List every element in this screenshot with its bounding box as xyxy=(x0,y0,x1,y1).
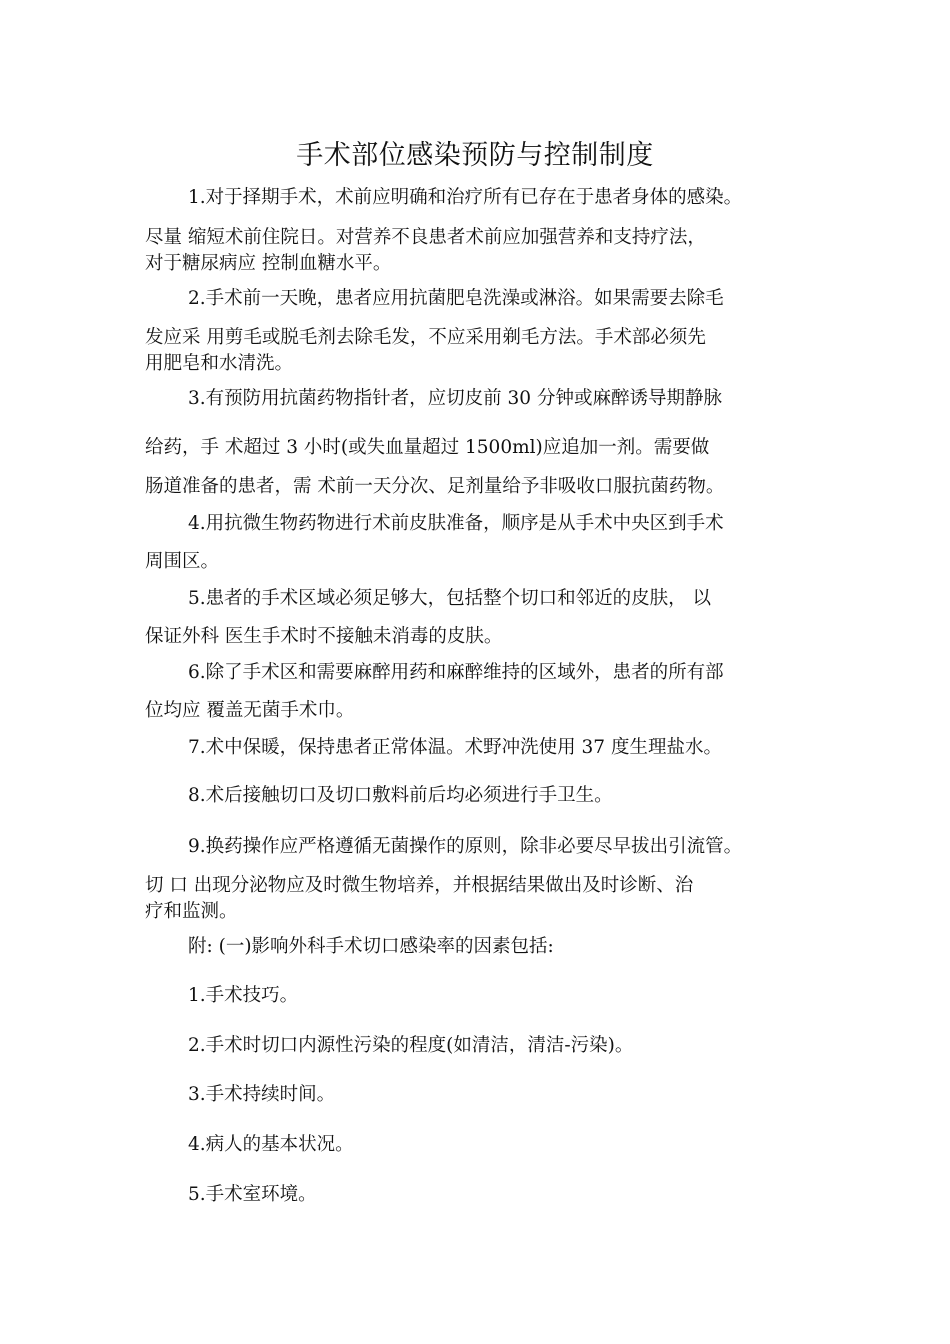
para-9-line-3: 疗和监测。 xyxy=(145,901,238,922)
factor-item-4: 4.病人的基本状况。 xyxy=(188,1134,354,1155)
para-6-line-2: 位均应 覆盖无菌手术巾。 xyxy=(145,700,355,721)
factor-item-5: 5.手术室环境。 xyxy=(188,1184,317,1205)
factor-item-2: 2.手术时切口内源性污染的程度(如清洁，清洁-污染)。 xyxy=(188,1035,634,1056)
para-1-line-2: 尽量 缩短术前住院日。对营养不良患者术前应加强营养和支持疗法， xyxy=(145,227,706,248)
para-9-line-2: 切 口 出现分泌物应及时微生物培养，并根据结果做出及时诊断、治 xyxy=(145,875,694,896)
para-3-line-2: 给药，手 术超过 3 小时(或失血量超过 1500ml)应追加一剂。需要做 xyxy=(145,437,710,458)
para-1-line-3: 对于糖尿病应 控制血糖水平。 xyxy=(145,253,392,274)
factor-item-1: 1.手术技巧。 xyxy=(188,985,299,1006)
document-title: 手术部位感染预防与控制制度 xyxy=(296,140,654,171)
para-4-line-2: 周围区。 xyxy=(145,551,220,572)
para-5-line-2: 保证外科 医生手术时不接触未消毒的皮肤。 xyxy=(145,626,503,647)
para-8-line-1: 8.术后接触切口及切口敷料前后均必须进行手卫生。 xyxy=(188,785,613,806)
para-4-line-1: 4.用抗微生物药物进行术前皮肤准备，顺序是从手术中央区到手术 xyxy=(188,513,724,534)
para-3-line-1: 3.有预防用抗菌药物指针者，应切皮前 30 分钟或麻醉诱导期静脉 xyxy=(188,388,722,409)
para-2-line-3: 用肥皂和水清洗。 xyxy=(145,353,294,374)
para-2-line-2: 发应采 用剪毛或脱毛剂去除毛发，不应采用剃毛方法。手术部必须先 xyxy=(145,327,706,348)
para-2-line-1: 2.手术前一天晚，患者应用抗菌肥皂洗澡或淋浴。如果需要去除毛 xyxy=(188,288,724,309)
para-5-line-1: 5.患者的手术区域必须足够大，包括整个切口和邻近的皮肤， 以 xyxy=(188,588,712,609)
para-7-line-1: 7.术中保暖，保持患者正常体温。术野冲洗使用 37 度生理盐水。 xyxy=(188,737,722,758)
para-9-line-1: 9.换药操作应严格遵循无菌操作的原则，除非必要尽早拔出引流管。 xyxy=(188,836,743,857)
appendix-heading: 附: (一)影响外科手术切口感染率的因素包括: xyxy=(188,936,554,957)
factor-item-3: 3.手术持续时间。 xyxy=(188,1084,336,1105)
para-6-line-1: 6.除了手术区和需要麻醉用药和麻醉维持的区域外，患者的所有部 xyxy=(188,662,724,683)
para-1-line-1: 1.对于择期手术，术前应明确和治疗所有已存在于患者身体的感染。 xyxy=(188,187,743,208)
para-3-line-3: 肠道准备的患者，需 术前一天分次、足剂量给予非吸收口服抗菌药物。 xyxy=(145,476,725,497)
